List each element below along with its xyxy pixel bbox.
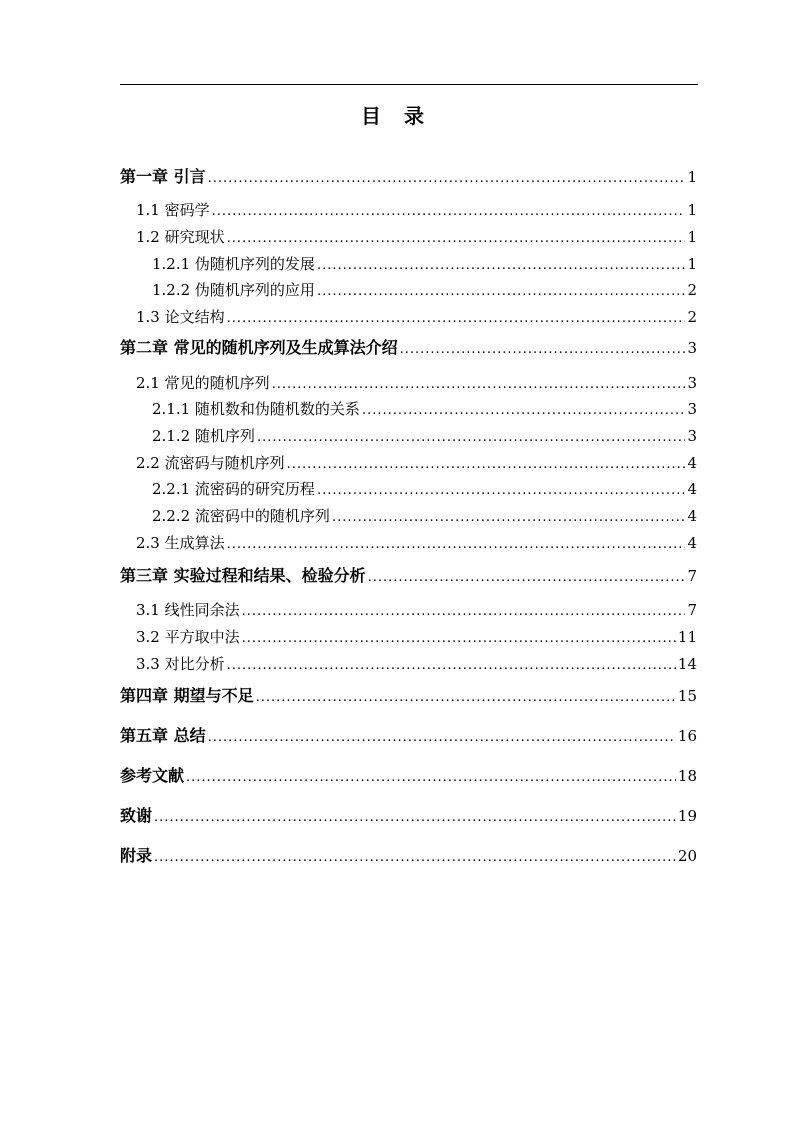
dot-leader	[242, 628, 676, 650]
dot-leader	[287, 454, 686, 476]
toc-entry-label: 第四章 期望与不足	[120, 686, 254, 705]
toc-entry-label: 2.1 常见的随机序列	[136, 374, 270, 392]
toc-entry-1-3[interactable]	[136, 306, 697, 330]
toc-entry-page: 18	[677, 767, 697, 785]
toc-entry-label: 2.3 生成算法	[136, 534, 225, 552]
toc-entry-page: 15	[677, 687, 697, 705]
toc-entry-chapter-5[interactable]	[120, 725, 697, 749]
dot-leader	[272, 374, 686, 396]
toc-entry-1-2-2[interactable]	[152, 279, 697, 303]
dot-leader	[208, 727, 676, 749]
dot-leader	[362, 400, 686, 422]
toc-entry-acknowledgements[interactable]	[120, 805, 697, 829]
toc-entry-chapter-4[interactable]	[120, 685, 697, 709]
dot-leader	[317, 255, 686, 277]
dot-leader	[208, 168, 686, 190]
toc-entry-label: 3.2 平方取中法	[136, 628, 240, 646]
toc-entry-label: 1.2.2 伪随机序列的应用	[152, 281, 315, 299]
toc-entry-page: 4	[687, 454, 697, 472]
toc-entry-label: 3.3 对比分析	[136, 655, 225, 673]
toc-entry-page: 1	[687, 201, 697, 219]
dot-leader	[368, 567, 686, 589]
toc-entry-label: 1.3 论文结构	[136, 308, 225, 326]
toc-entry-chapter-2[interactable]	[120, 337, 697, 361]
toc-entry-label: 第二章 常见的随机序列及生成算法介绍	[120, 338, 398, 357]
toc-entry-appendix[interactable]	[120, 845, 697, 869]
toc-entry-label: 3.1 线性同余法	[136, 601, 240, 619]
toc-entry-label: 1.1 密码学	[136, 201, 210, 219]
toc-entry-page: 3	[687, 400, 697, 418]
toc-entry-1-2[interactable]	[136, 226, 697, 250]
toc-entry-1-2-1[interactable]	[152, 253, 697, 277]
toc-entry-page: 1	[687, 255, 697, 273]
toc-entry-page: 1	[687, 168, 697, 186]
toc-entry-label: 2.2.2 流密码中的随机序列	[152, 507, 330, 525]
toc-entry-label: 2.1.1 随机数和伪随机数的关系	[152, 400, 360, 418]
dot-leader	[317, 480, 686, 502]
toc-entry-label: 2.2 流密码与随机序列	[136, 454, 285, 472]
toc-entry-3-3[interactable]	[136, 653, 697, 677]
toc-entry-chapter-1[interactable]	[120, 166, 697, 190]
dot-leader	[227, 228, 686, 250]
toc-entry-2-1-1[interactable]	[152, 398, 697, 422]
toc-entry-label: 致谢	[120, 806, 153, 825]
dot-leader	[212, 201, 686, 223]
toc-entry-page: 4	[687, 534, 697, 552]
dot-leader	[154, 807, 676, 829]
toc-entry-2-1[interactable]	[136, 372, 697, 396]
toc-entry-3-2[interactable]	[136, 626, 697, 650]
toc-entry-label: 第五章 总结	[120, 726, 206, 745]
toc-entry-label: 1.2.1 伪随机序列的发展	[152, 255, 315, 273]
toc-entry-page: 11	[677, 628, 697, 646]
page-title: 目 录	[361, 104, 432, 128]
toc-entry-2-1-2[interactable]	[152, 425, 697, 449]
toc-entry-label: 附录	[120, 846, 153, 865]
toc-entry-page: 3	[687, 427, 697, 445]
toc-entry-2-3[interactable]	[136, 532, 697, 556]
dot-leader	[227, 534, 686, 556]
toc-entry-page: 20	[677, 847, 697, 865]
toc-entry-label: 第一章 引言	[120, 167, 206, 186]
dot-leader	[242, 601, 686, 623]
toc-entry-3-1[interactable]	[136, 599, 697, 623]
toc-entry-2-2-1[interactable]	[152, 478, 697, 502]
toc-entry-1-1[interactable]	[136, 199, 697, 223]
dot-leader	[227, 655, 676, 677]
dot-leader	[332, 507, 686, 529]
dot-leader	[257, 427, 686, 449]
toc-entry-label: 2.2.1 流密码的研究历程	[152, 480, 315, 498]
toc-entry-label: 第三章 实验过程和结果、检验分析	[120, 566, 366, 585]
toc-entry-page: 19	[677, 807, 697, 825]
toc-entry-label: 2.1.2 随机序列	[152, 427, 255, 445]
toc-entry-page: 1	[687, 228, 697, 246]
toc-entry-page: 4	[687, 507, 697, 525]
toc-entry-2-2-2[interactable]	[152, 505, 697, 529]
toc-entry-page: 2	[687, 281, 697, 299]
toc-entry-references[interactable]	[120, 765, 697, 789]
dot-leader	[400, 339, 686, 361]
dot-leader	[317, 281, 686, 303]
toc-entry-page: 16	[677, 727, 697, 745]
dot-leader	[186, 767, 676, 789]
toc-entry-chapter-3[interactable]	[120, 565, 697, 589]
toc-entry-2-2[interactable]	[136, 452, 697, 476]
toc-entry-page: 7	[687, 601, 697, 619]
dot-leader	[154, 847, 676, 869]
toc-entry-label: 参考文献	[120, 766, 185, 785]
toc-entry-page: 7	[687, 567, 697, 585]
dot-leader	[256, 687, 676, 709]
toc-entry-page: 3	[687, 339, 697, 357]
toc-entry-page: 3	[687, 374, 697, 392]
toc-entry-label: 1.2 研究现状	[136, 228, 225, 246]
dot-leader	[227, 308, 686, 330]
toc-entry-page: 2	[687, 308, 697, 326]
toc-entry-page: 4	[687, 480, 697, 498]
toc-entry-page: 14	[677, 655, 697, 673]
